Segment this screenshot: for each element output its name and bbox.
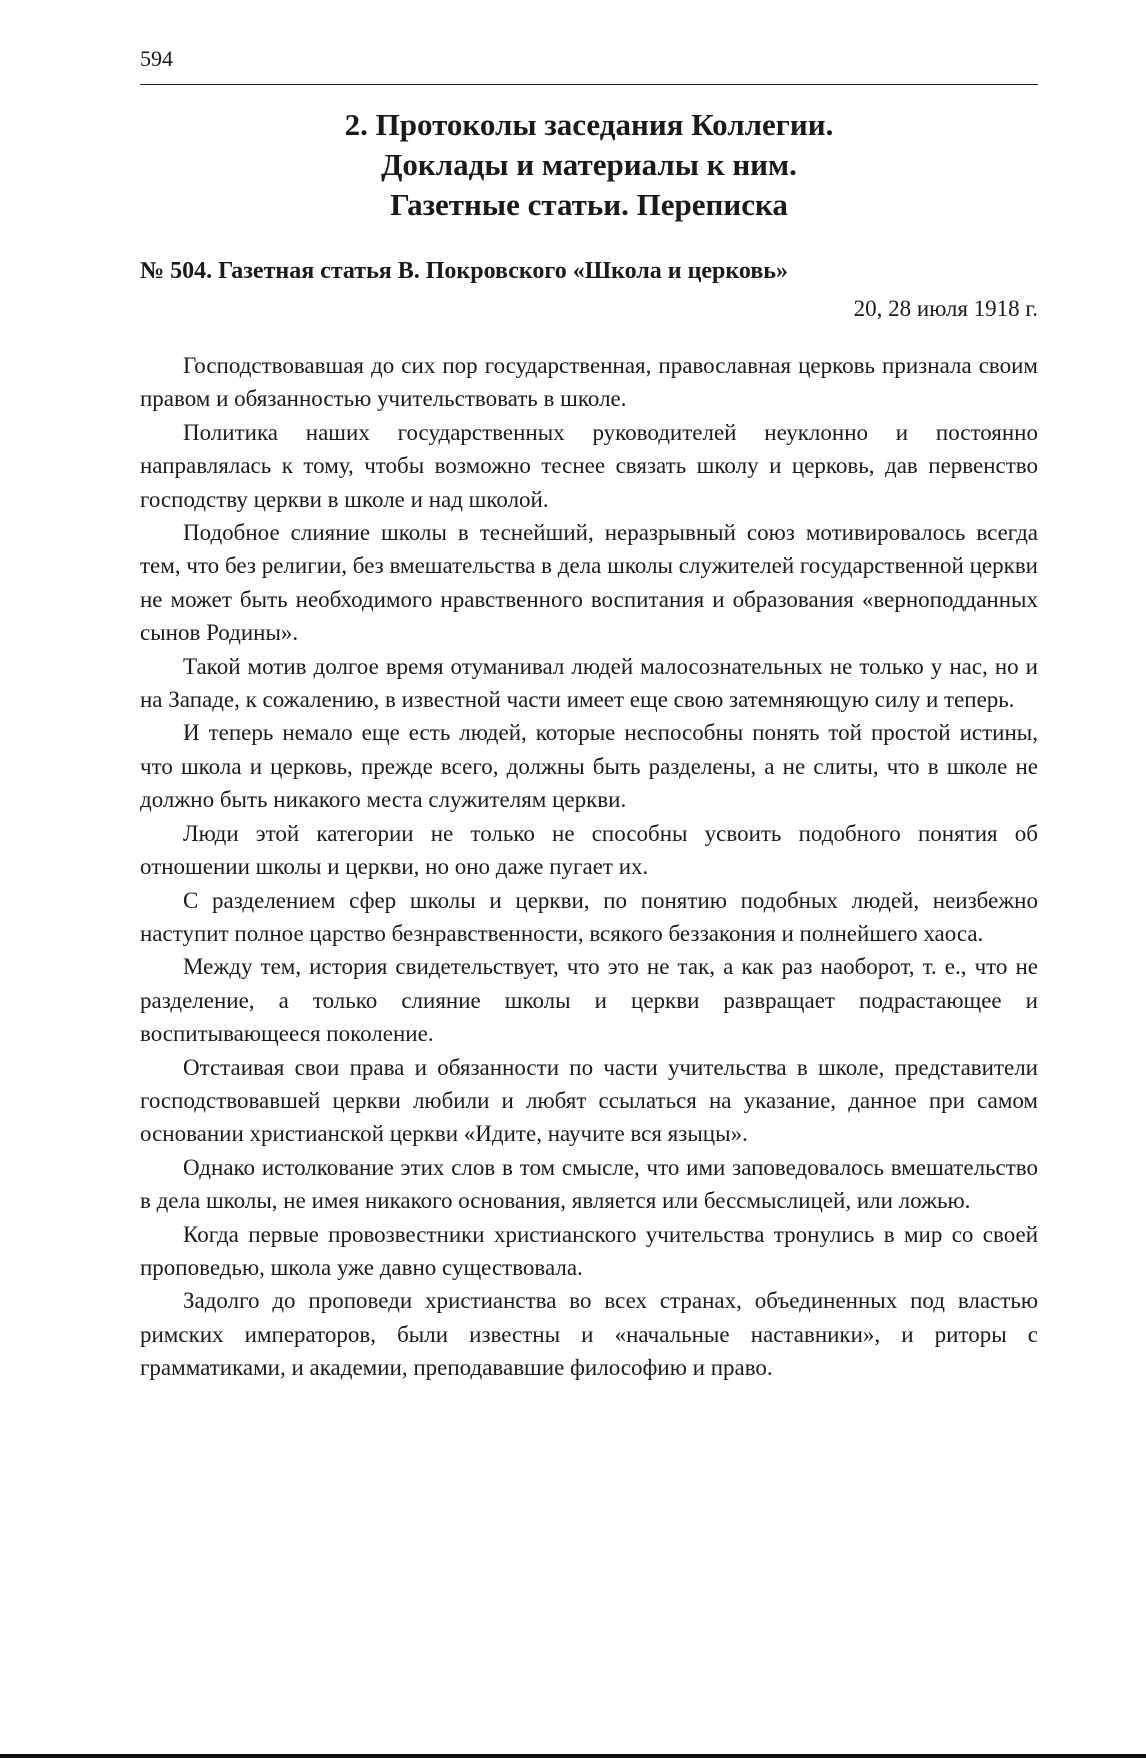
paragraph: С разделением сфер школы и церкви, по понятию подобных людей, неизбежно наступит полное царство безнравственности, всякого беззакония и полнейшего хаоса.	[140, 887, 1038, 946]
article-body	[140, 349, 1038, 1385]
bottom-edge-rule	[0, 1754, 1146, 1758]
section-title-line: Газетные статьи. Переписка	[390, 187, 788, 222]
document-title: № 504. Газетная статья В. Покровского «Школа и церковь»	[140, 258, 788, 284]
paragraph: И теперь немало еще есть людей, которые неспособны понять той простой истины, что школа и церковь, прежде всего, должны быть разделены, а не слиты, что в школе не должно быть никакого места служителям церкви.	[140, 720, 1038, 813]
section-title	[140, 105, 1038, 225]
paragraph: Когда первые провозвестники христианского учительства тронулись в мир со своей проповедью, школа уже давно существовала.	[140, 1221, 1038, 1280]
header-rule	[140, 84, 1038, 85]
paragraph: Люди этой категории не только не способны усвоить подобного понятия об отношении школы и церкви, но оно даже пугает их.	[140, 820, 1038, 880]
document-page	[140, 48, 1038, 1385]
section-title-line: 2. Протоколы заседания Коллегии.	[344, 107, 834, 142]
paragraph: Подобное слияние школы в теснейший, неразрывный союз мотивировалось всегда тем, что без религии, без вмешательства в дела школы служителей государственной церкви не может быть необходимого нравственного воспитания и образования «верноподданных сынов Родины».	[140, 520, 1038, 646]
document-date: 20, 28 июля 1918 г.	[853, 296, 1038, 321]
section-title-line: Доклады и материалы к ним.	[381, 147, 797, 182]
paragraph: Однако истолкование этих слов в том смысле, что ими заповедовалось вмешательство в дела школы, не имея никакого основания, является или бессмыслицей, или ложью.	[140, 1154, 1038, 1214]
paragraph: Господствовавшая до сих пор государственная, православная церковь признала своим правом и обязанностью учительствовать в школе.	[140, 353, 1038, 412]
paragraph: Между тем, история свидетельствует, что это не так, а как раз наоборот, т. е., что не разделение, а только слияние школы и церкви развращает подрастающее и воспитывающееся поколение.	[140, 954, 1038, 1047]
paragraph: Такой мотив долгое время отуманивал людей малосознательных не только у нас, но и на Западе, к сожалению, в известной части имеет еще свою затемняющую силу и теперь.	[140, 653, 1038, 713]
paragraph: Политика наших государственных руководителей неуклонно и постоянно направлялась к тому, чтобы возможно теснее связать школу и церковь, дав первенство господству церкви в школе и над школой.	[140, 419, 1038, 512]
paragraph: Отстаивая свои права и обязанности по части учительства в школе, представители господствовавшей церкви любили и любят ссылаться на указание, данное при самом основании христианской церкви «Идите, научите вся языцы».	[140, 1054, 1038, 1147]
page-number: 594	[140, 46, 173, 71]
paragraph: Задолго до проповеди христианства во всех странах, объединенных под властью римских императоров, были известны и «начальные наставники», и риторы с грамматиками, и академии, преподававшие философию и право.	[140, 1288, 1038, 1381]
